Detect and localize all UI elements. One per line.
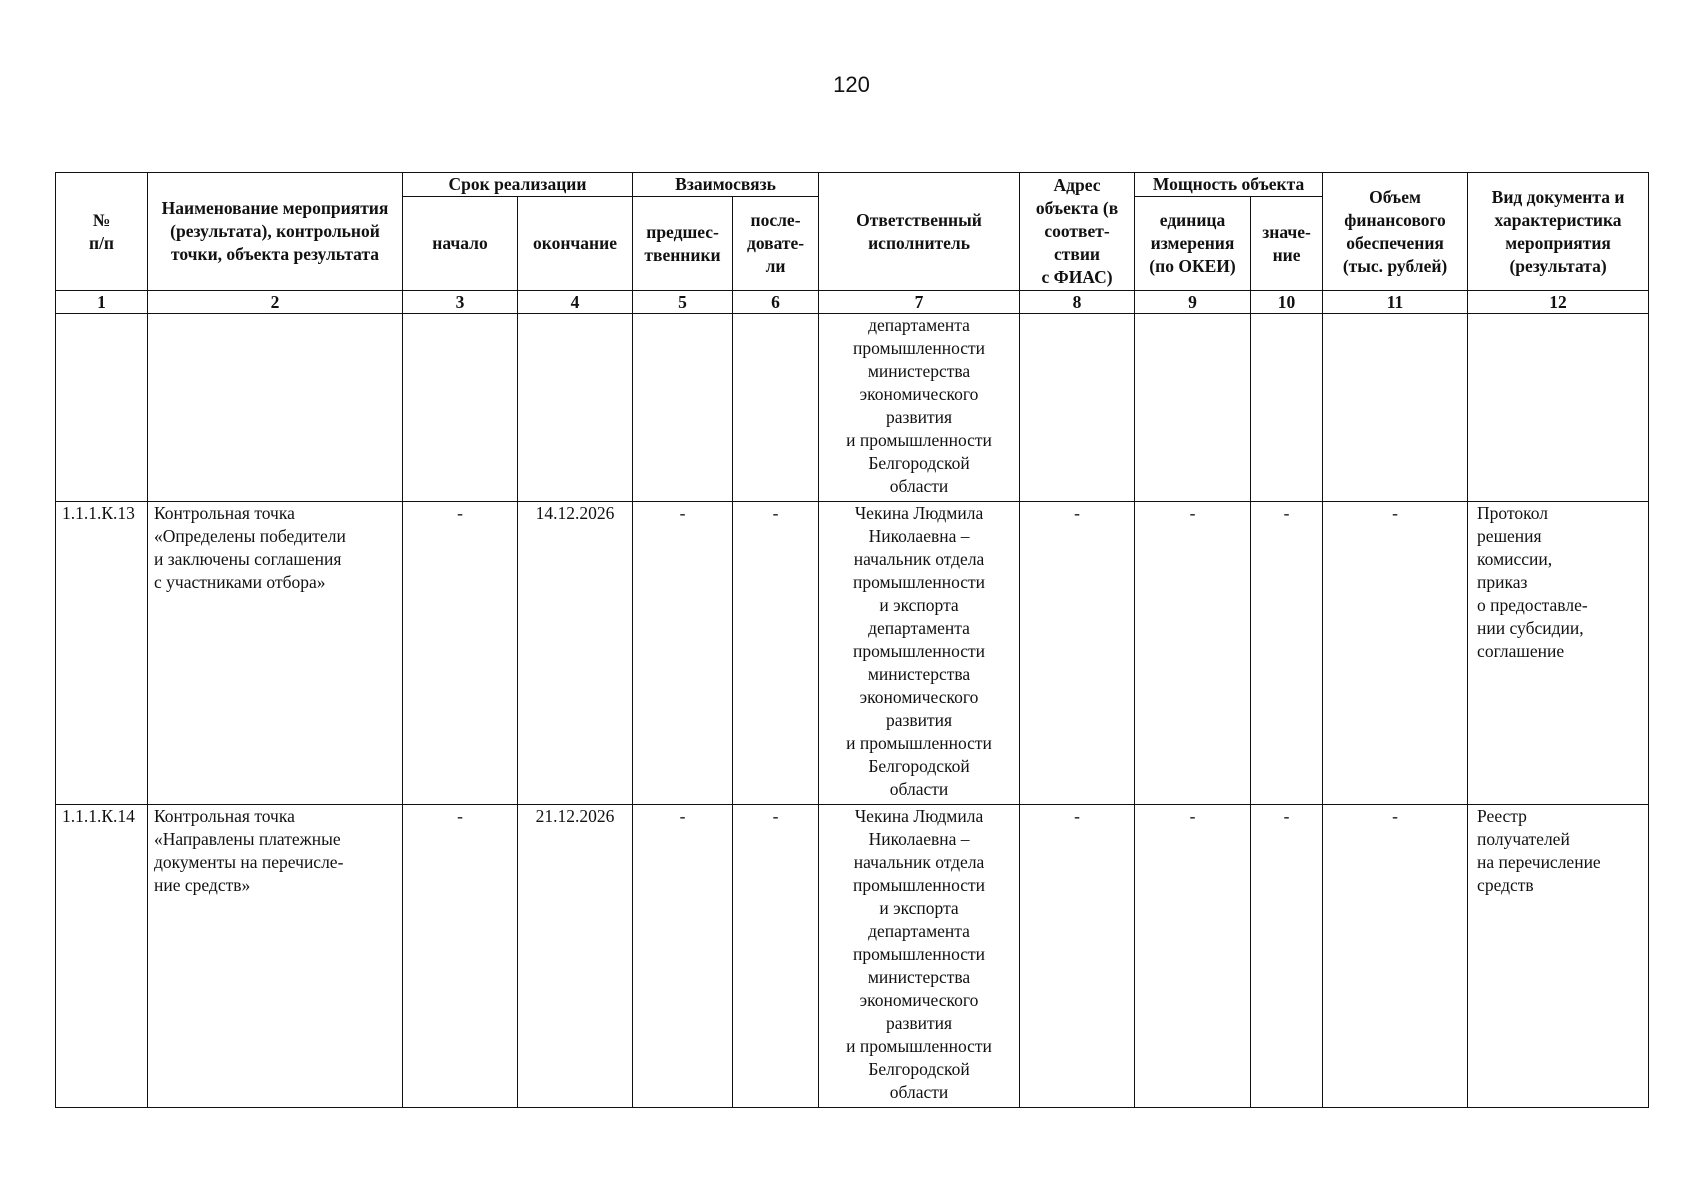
header-relation: Взаимосвязь [633,173,819,197]
cell-start: - [403,804,518,1107]
column-number: 4 [518,291,633,314]
header-period: Срок реализации [403,173,633,197]
header-finance: Объем финансового обеспечения (тыс. рублей) [1323,173,1468,291]
header-num: № п/п [56,173,148,291]
cell-address: - [1020,501,1135,804]
header-predecessors: предшес- твенники [633,197,733,291]
page-number: 120 [833,72,870,97]
cell-name: Контрольная точка «Определены победители и заключены соглашения с участниками отбора» [148,501,403,804]
column-number: 6 [733,291,819,314]
column-number: 3 [403,291,518,314]
header-end: окончание [518,197,633,291]
cell-num [56,314,148,502]
events-table [55,172,1649,1108]
cell-value: - [1251,501,1323,804]
cell-finance: - [1323,804,1468,1107]
header-start: начало [403,197,518,291]
header-executor: Ответственный исполнитель [819,173,1020,291]
cell-unit [1135,314,1251,502]
table-row [56,804,1649,1107]
table-row [56,501,1649,804]
header-unit: единица измерения (по ОКЕИ) [1135,197,1251,291]
cell-name: Контрольная точка «Направлены платежные документы на перечисле- ние средств» [148,804,403,1107]
cell-end: 21.12.2026 [518,804,633,1107]
cell-executor: Чекина Людмила Николаевна – начальник отдела промышленности и экспорта департамента промышленности министерства экономического развития и промышленности Белгородской области [819,501,1020,804]
cell-executor: департамента промышленности министерства экономического развития и промышленности Белгородской области [819,314,1020,502]
cell-num: 1.1.1.К.13 [56,501,148,804]
column-number: 1 [56,291,148,314]
cell-value: - [1251,804,1323,1107]
cell-end: 14.12.2026 [518,501,633,804]
cell-successors: - [733,501,819,804]
cell-doc-type: Реестр получателей на перечисление средств [1468,804,1649,1107]
cell-name [148,314,403,502]
header-capacity: Мощность объекта [1135,173,1323,197]
column-number: 11 [1323,291,1468,314]
column-number: 5 [633,291,733,314]
cell-finance: - [1323,501,1468,804]
header-value: значе- ние [1251,197,1323,291]
header-name: Наименование мероприятия (результата), контрольной точки, объекта результата [148,173,403,291]
header-doc-type: Вид документа и характеристика мероприятия (результата) [1468,173,1649,291]
cell-unit: - [1135,804,1251,1107]
column-number-row [56,291,1649,314]
header-successors: после- довате- ли [733,197,819,291]
cell-executor: Чекина Людмила Николаевна – начальник отдела промышленности и экспорта департамента промышленности министерства экономического развития и промышленности Белгородской области [819,804,1020,1107]
column-number: 10 [1251,291,1323,314]
cell-unit: - [1135,501,1251,804]
column-number: 7 [819,291,1020,314]
column-number: 8 [1020,291,1135,314]
cell-value [1251,314,1323,502]
table-row [56,314,1649,502]
cell-num: 1.1.1.К.14 [56,804,148,1107]
cell-predecessors [633,314,733,502]
cell-start: - [403,501,518,804]
cell-start [403,314,518,502]
column-number: 2 [148,291,403,314]
header-address: Адрес объекта (в соответ- ствии с ФИАС) [1020,173,1135,291]
cell-address [1020,314,1135,502]
column-number: 12 [1468,291,1649,314]
cell-address: - [1020,804,1135,1107]
cell-doc-type: Протокол решения комиссии, приказ о предоставле- нии субсидии, соглашение [1468,501,1649,804]
cell-predecessors: - [633,501,733,804]
cell-finance [1323,314,1468,502]
cell-end [518,314,633,502]
cell-successors: - [733,804,819,1107]
column-number: 9 [1135,291,1251,314]
cell-successors [733,314,819,502]
cell-doc-type [1468,314,1649,502]
cell-predecessors: - [633,804,733,1107]
